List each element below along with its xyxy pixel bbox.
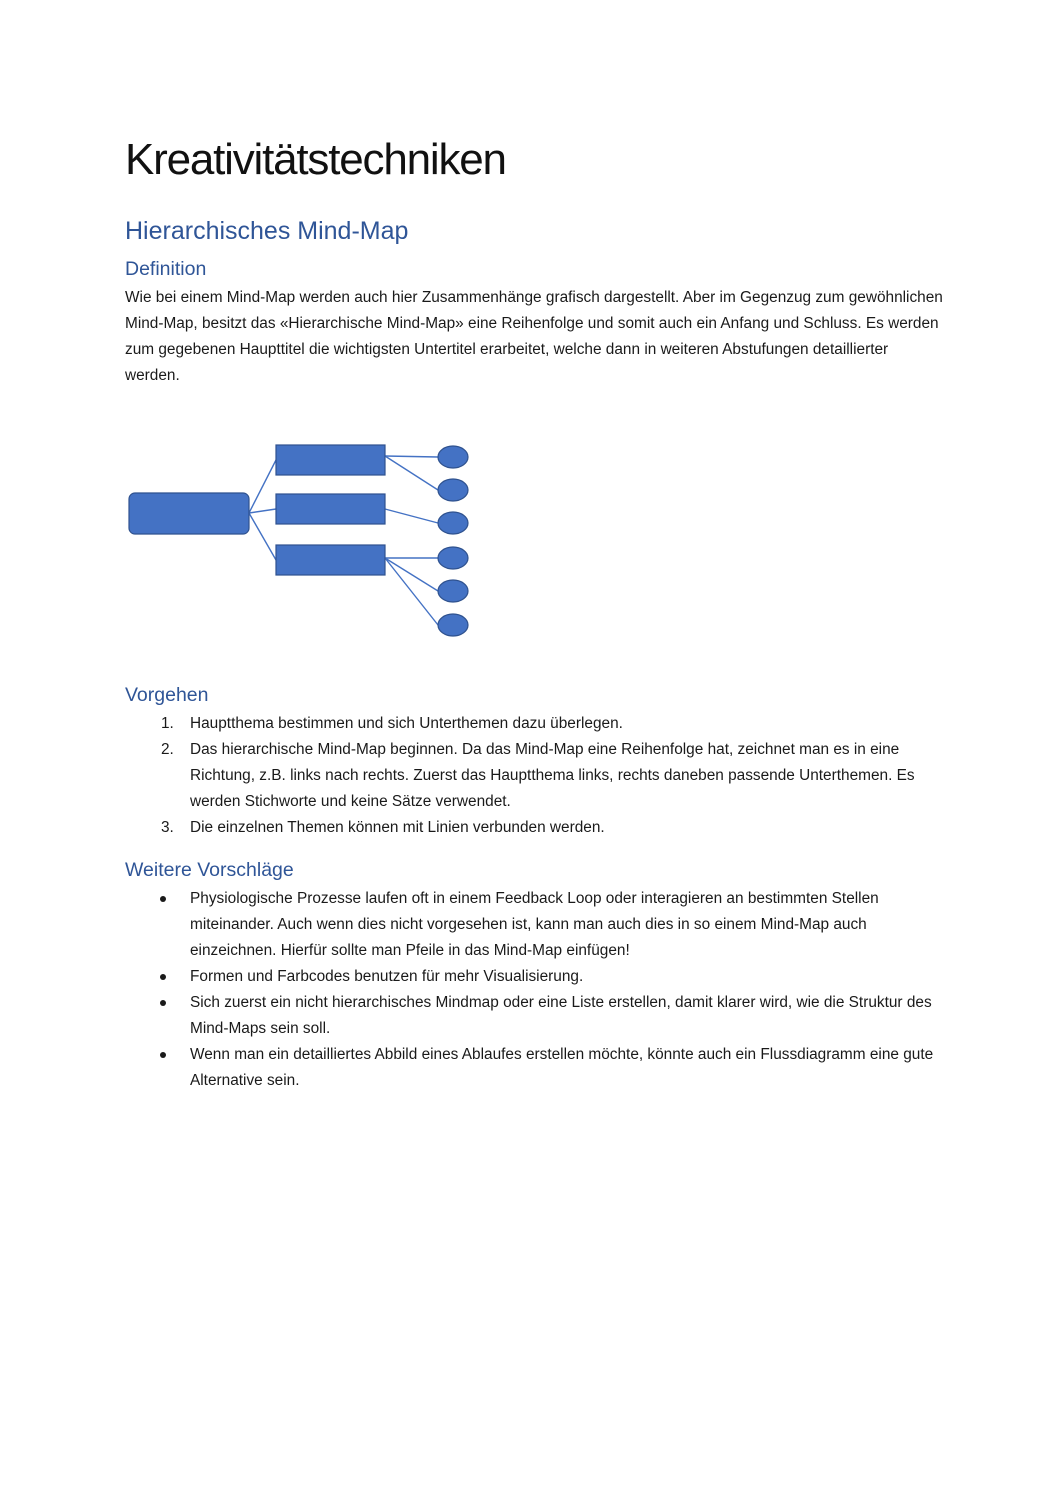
subtopic-node-3 [276, 545, 385, 575]
list-item-text: Hauptthema bestimmen und sich Unterthemen dazu überlegen. [190, 715, 623, 732]
section-title: Hierarchisches Mind-Map [125, 217, 409, 245]
vorgehen-list [125, 711, 945, 841]
connector-sub3-to-leaf6 [385, 558, 438, 625]
bullet-icon [160, 1000, 166, 1006]
main-topic-node [129, 493, 249, 534]
bullet-icon [160, 896, 166, 902]
connector-sub3-to-leaf5 [385, 558, 438, 591]
leaf-node-3 [438, 512, 468, 534]
connector-sub2-to-leaf3 [385, 509, 438, 523]
leaf-node-4 [438, 547, 468, 569]
list-item [125, 737, 945, 815]
list-item-text: Wenn man ein detailliertes Abbild eines Ablaufes erstellen möchte, könnte auch ein Flussdiagramm eine gute Alternative sein. [190, 1046, 934, 1089]
list-item-text: Formen und Farbcodes benutzen für mehr Visualisierung. [190, 968, 584, 985]
bullet-icon [160, 974, 166, 980]
vorschlaege-list [125, 886, 945, 1094]
mindmap-connector-lines [249, 456, 438, 625]
list-item-text: Physiologische Prozesse laufen oft in einem Feedback Loop oder interagieren an bestimmten Stellen miteinander. Auch wenn dies nicht vorgesehen ist, kann man auch dies in so einem Mind-Map auch einzeichnen. Hierfür sollte man Pfeile in das Mind-Map einfügen! [190, 890, 879, 959]
list-item [125, 1042, 945, 1094]
connector-main-to-sub1 [249, 460, 276, 513]
definition-text: Wie bei einem Mind-Map werden auch hier Zusammenhänge grafisch dargestellt. Aber im Gegenzug zum gewöhnlichen Mind-Map, besitzt das «Hierarchische Mind-Map» eine Reihenfolge und somit auch ein Anfang und Schluss. Es werden zum gegebenen Haupttitel die wichtigsten Untertitel erarbeitet, welche dann in weiteren Abstufungen detaillierter werden. [125, 289, 943, 384]
connector-main-to-sub2 [249, 509, 276, 513]
definition-heading: Definition [125, 258, 207, 280]
document-title: Kreativitätstechniken [125, 135, 506, 184]
list-item-text: Sich zuerst ein nicht hierarchisches Mindmap oder eine Liste erstellen, damit klarer wird, wie die Struktur des Mind-Maps sein soll. [190, 994, 932, 1037]
list-item [125, 886, 945, 964]
bullet-icon [160, 1052, 166, 1058]
connector-sub1-to-leaf1 [385, 456, 438, 457]
mindmap-nodes [129, 445, 468, 636]
list-number: 3. [161, 819, 174, 836]
list-item [125, 711, 945, 737]
leaf-node-5 [438, 580, 468, 602]
leaf-node-1 [438, 446, 468, 468]
list-number: 2. [161, 741, 174, 758]
leaf-node-6 [438, 614, 468, 636]
list-item [125, 815, 945, 841]
list-item [125, 964, 945, 990]
hierarchical-mindmap-diagram [120, 435, 480, 645]
leaf-node-2 [438, 479, 468, 501]
connector-main-to-sub3 [249, 513, 276, 560]
connector-sub1-to-leaf2 [385, 456, 438, 490]
vorgehen-heading: Vorgehen [125, 684, 209, 706]
list-item-text: Das hierarchische Mind-Map beginnen. Da das Mind-Map eine Reihenfolge hat, zeichnet man es in eine Richtung, z.B. links nach rechts. Zuerst das Hauptthema links, rechts daneben passende Unterthemen. Es werden Stichworte und keine Sätze verwendet. [190, 741, 915, 810]
subtopic-node-2 [276, 494, 385, 524]
list-item [125, 990, 945, 1042]
subtopic-node-1 [276, 445, 385, 475]
list-item-text: Die einzelnen Themen können mit Linien verbunden werden. [190, 819, 605, 836]
vorschlaege-heading: Weitere Vorschläge [125, 859, 294, 881]
list-number: 1. [161, 715, 174, 732]
